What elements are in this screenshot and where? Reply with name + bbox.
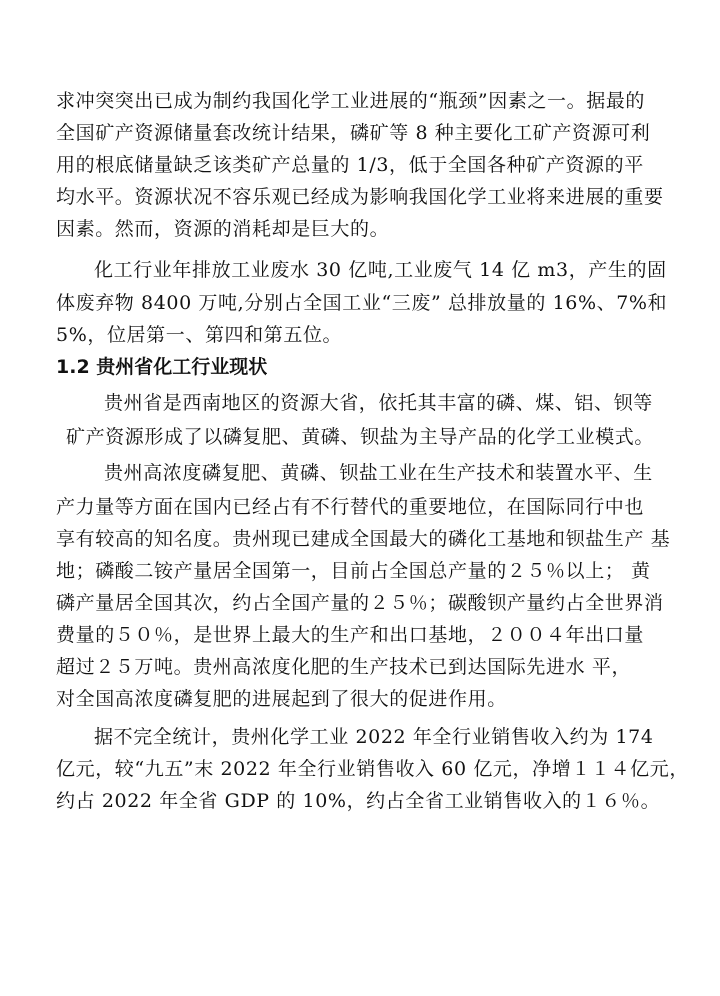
- text-line: 产力量等方面在国内已经占有不行替代的重要地位，在国际同行中也: [56, 496, 645, 518]
- text-line: 全国矿产资源储量套改统计结果，磷矿等 8 种主要化工矿产资源可利: [56, 122, 651, 144]
- text-line: 5%，位居第一、第四和第五位。: [56, 324, 343, 346]
- text-line: 求冲突突出已成为制约我国化学工业进展的“瓶颈”因素之一。据最的: [56, 90, 646, 112]
- text-line: 均水平。资源状况不容乐观已经成为影响我国化学工业将来进展的重要: [56, 186, 664, 208]
- text-line: 超过２５万吨。贵州高浓度化肥的生产技术已到达国际先进水 平，: [56, 656, 632, 678]
- text-line: 矿产资源形成了以磷复肥、黄磷、钡盐为主导产品的化学工业模式。: [66, 426, 655, 448]
- section-heading: 1.2 贵州省化工行业现状: [56, 356, 268, 378]
- text-line: 贵州高浓度磷复肥、黄磷、钡盐工业在生产技术和装置水平、生: [104, 462, 653, 484]
- text-line: 用的根底储量缺乏该类矿产总量的 1/3，低于全国各种矿产资源的平: [56, 154, 644, 176]
- text-line: 对全国高浓度磷复肥的进展起到了很大的促进作用。: [56, 688, 507, 710]
- text-line: 据不完全统计，贵州化学工业 2022 年全行业销售收入约为 174: [94, 726, 654, 748]
- text-line: 化工行业年排放工业废水 30 亿吨,工业废气 14 亿 m3，产生的固: [94, 259, 667, 281]
- text-line: 亿元，较“九五”末 2022 年全行业销售收入 60 亿元，净增１１４亿元，: [56, 758, 689, 780]
- text-line: 享有较高的知名度。贵州现已建成全国最大的磷化工基地和钡盐生产 基: [56, 528, 671, 550]
- text-line: 约占 2022 年全省 GDP 的 10%，约占全省工业销售收入的１６％。: [56, 790, 661, 812]
- text-line: 磷产量居全国其次，约占全国产量的２５％；碳酸钡产量约占全世界消: [56, 592, 664, 614]
- text-line: 贵州省是西南地区的资源大省，依托其丰富的磷、煤、铝、钡等: [104, 392, 653, 414]
- text-line: 费量的５０％，是世界上最大的生产和出口基地，２００４年出口量: [56, 624, 645, 646]
- text-line: 体废弃物 8400 万吨,分别占全国工业“三废” 总排放量的 16%、7%和: [56, 292, 668, 314]
- text-line: 地；磷酸二铵产量居全国第一，目前占全国总产量的２５％以上； 黄: [56, 560, 651, 582]
- text-line: 因素。然而，资源的消耗却是巨大的。: [56, 218, 390, 240]
